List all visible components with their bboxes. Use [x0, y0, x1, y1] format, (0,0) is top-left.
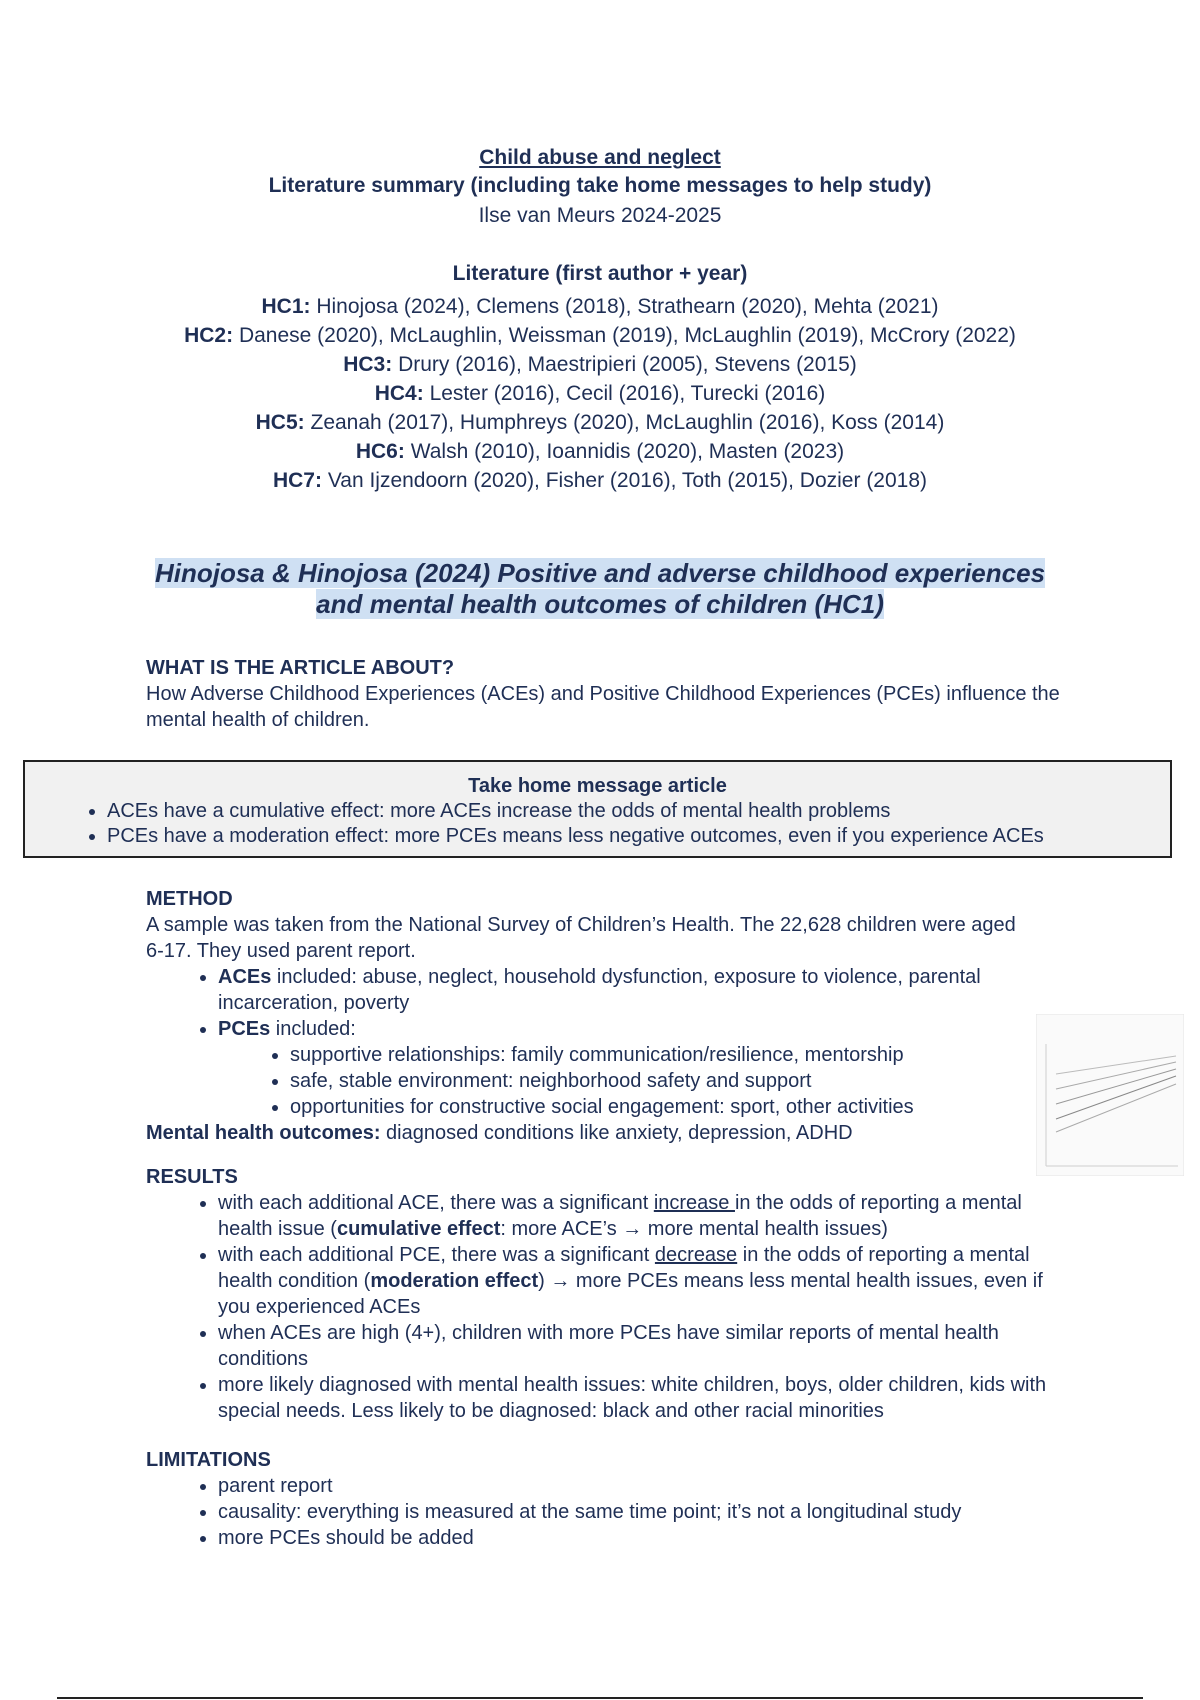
literature-item-refs: Lester (2016), Cecil (2016), Turecki (2016) — [429, 382, 826, 405]
document-subtitle: Literature summary (including take home messages to help study) — [268, 174, 932, 197]
pces-subitem: • safe, stable environment: neighborhood safety and support — [290, 1068, 1066, 1094]
literature-item-label: HC5: — [255, 411, 305, 434]
r2-text-b: in the odds of reporting a mental health condition ( — [218, 1244, 1030, 1292]
about-section — [146, 655, 1066, 733]
take-home-list — [25, 799, 1170, 849]
method-item-aces — [218, 964, 1018, 1016]
take-home-item: • PCEs have a moderation effect: more PCEs means less negative outcomes, even if you experience ACEs — [107, 824, 1170, 849]
literature-item-refs: Drury (2016), Maestripieri (2005), Stevens (2015) — [398, 353, 857, 376]
outcomes-text: diagnosed conditions like anxiety, depression, ADHD — [380, 1122, 853, 1144]
results-item — [218, 1190, 1068, 1242]
article-title-line2: and mental health outcomes of children (HC1) — [316, 589, 884, 619]
literature-item-refs: Zeanah (2017), Humphreys (2020), McLaughlin (2016), Koss (2014) — [310, 411, 945, 434]
take-home-item: • ACEs have a cumulative effect: more ACEs increase the odds of mental health problems — [107, 799, 1170, 824]
results-list — [146, 1190, 1066, 1424]
limitations-heading: LIMITATIONS — [146, 1449, 271, 1471]
results-item — [218, 1242, 1048, 1320]
literature-item — [0, 379, 1200, 408]
literature-item — [0, 350, 1200, 379]
literature-item — [0, 408, 1200, 437]
r2-text-a: with each additional PCE, there was a significant — [218, 1244, 655, 1266]
literature-item-label: HC7: — [272, 469, 322, 492]
r1-bold: cumulative effect — [336, 1218, 501, 1240]
pces-sublist — [218, 1042, 1066, 1120]
limitations-list — [146, 1473, 1066, 1551]
literature-item-label: HC1: — [261, 295, 311, 318]
figure-thumbnail — [1036, 1014, 1184, 1176]
aces-text: included: abuse, neglect, household dysfunction, exposure to violence, parental incarceration, poverty — [218, 966, 981, 1014]
limitation-item: • more PCEs should be added — [218, 1525, 1066, 1551]
page-bottom-rule — [57, 1697, 1143, 1699]
literature-item-label: HC3: — [343, 353, 393, 376]
literature-list — [0, 292, 1200, 495]
pces-subitem: • supportive relationships: family communication/resilience, mentorship — [290, 1042, 1066, 1068]
take-home-box — [23, 760, 1172, 858]
document-title: Child abuse and neglect — [479, 146, 721, 169]
pces-text: included: — [270, 1018, 356, 1040]
results-item: • more likely diagnosed with mental health issues: white children, boys, older children, kids with special needs. Less likely to be diagnosed: black and other racial minorities — [218, 1372, 1058, 1424]
outcomes-label: Mental health outcomes: — [146, 1122, 381, 1144]
literature-item-refs: Hinojosa (2024), Clemens (2018), Strathearn (2020), Mehta (2021) — [316, 295, 939, 318]
literature-heading: Literature (first author + year) — [452, 262, 748, 285]
literature-item-label: HC4: — [374, 382, 424, 405]
r1-increase: increase — [653, 1192, 735, 1214]
aces-label: ACEs — [218, 966, 272, 988]
r2-text-c: ) → more PCEs means less mental health issues, even if you experienced ACEs — [218, 1270, 1043, 1318]
about-text: How Adverse Childhood Experiences (ACEs) and Positive Childhood Experiences (PCEs) influence the mental health of children. — [146, 683, 1060, 731]
literature-item — [0, 437, 1200, 466]
literature-item-refs: Walsh (2010), Ioannidis (2020), Masten (2023) — [410, 440, 845, 463]
pces-label: PCEs — [218, 1018, 271, 1040]
method-item-pces — [218, 1016, 1066, 1120]
results-item: • when ACEs are high (4+), children with more PCEs have similar reports of mental health conditions — [218, 1320, 1048, 1372]
literature-item-refs: Danese (2020), McLaughlin, Weissman (2019), McLaughlin (2019), McCrory (2022) — [238, 324, 1016, 347]
method-section — [146, 886, 1066, 1146]
limitation-item: • causality: everything is measured at the same time point; it’s not a longitudinal study — [218, 1499, 1066, 1525]
limitations-section — [146, 1447, 1066, 1551]
outcomes-line — [146, 1120, 1066, 1146]
r2-bold: moderation effect — [370, 1270, 539, 1292]
take-home-heading: Take home message article — [468, 775, 727, 797]
article-title-line1: Hinojosa & Hinojosa (2024) Positive and adverse childhood experiences — [154, 558, 1046, 588]
literature-item — [0, 292, 1200, 321]
results-heading: RESULTS — [146, 1166, 238, 1188]
literature-item — [0, 466, 1200, 495]
r1-text-b: in the odds of reporting a mental health issue ( — [218, 1192, 1022, 1240]
literature-item-label: HC2: — [184, 324, 234, 347]
pces-subitem: • opportunities for constructive social engagement: sport, other activities — [290, 1094, 1066, 1120]
document-author: Ilse van Meurs 2024-2025 — [478, 204, 722, 227]
results-section — [146, 1164, 1066, 1424]
method-list — [146, 964, 1066, 1120]
limitation-item: • parent report — [218, 1473, 1066, 1499]
method-text: A sample was taken from the National Survey of Children’s Health. The 22,628 children were aged 6-17. They used parent report. — [146, 914, 1016, 962]
literature-item — [0, 321, 1200, 350]
method-heading: METHOD — [146, 888, 233, 910]
literature-item-refs: Van Ijzendoorn (2020), Fisher (2016), Toth (2015), Dozier (2018) — [327, 469, 928, 492]
about-heading: WHAT IS THE ARTICLE ABOUT? — [146, 657, 455, 679]
r1-text-c: : more ACE’s → more mental health issues) — [500, 1218, 888, 1240]
r1-text-a: with each additional ACE, there was a significant — [218, 1192, 654, 1214]
article-title — [0, 558, 1200, 620]
literature-item-label: HC6: — [355, 440, 405, 463]
r2-decrease: decrease — [654, 1244, 738, 1266]
